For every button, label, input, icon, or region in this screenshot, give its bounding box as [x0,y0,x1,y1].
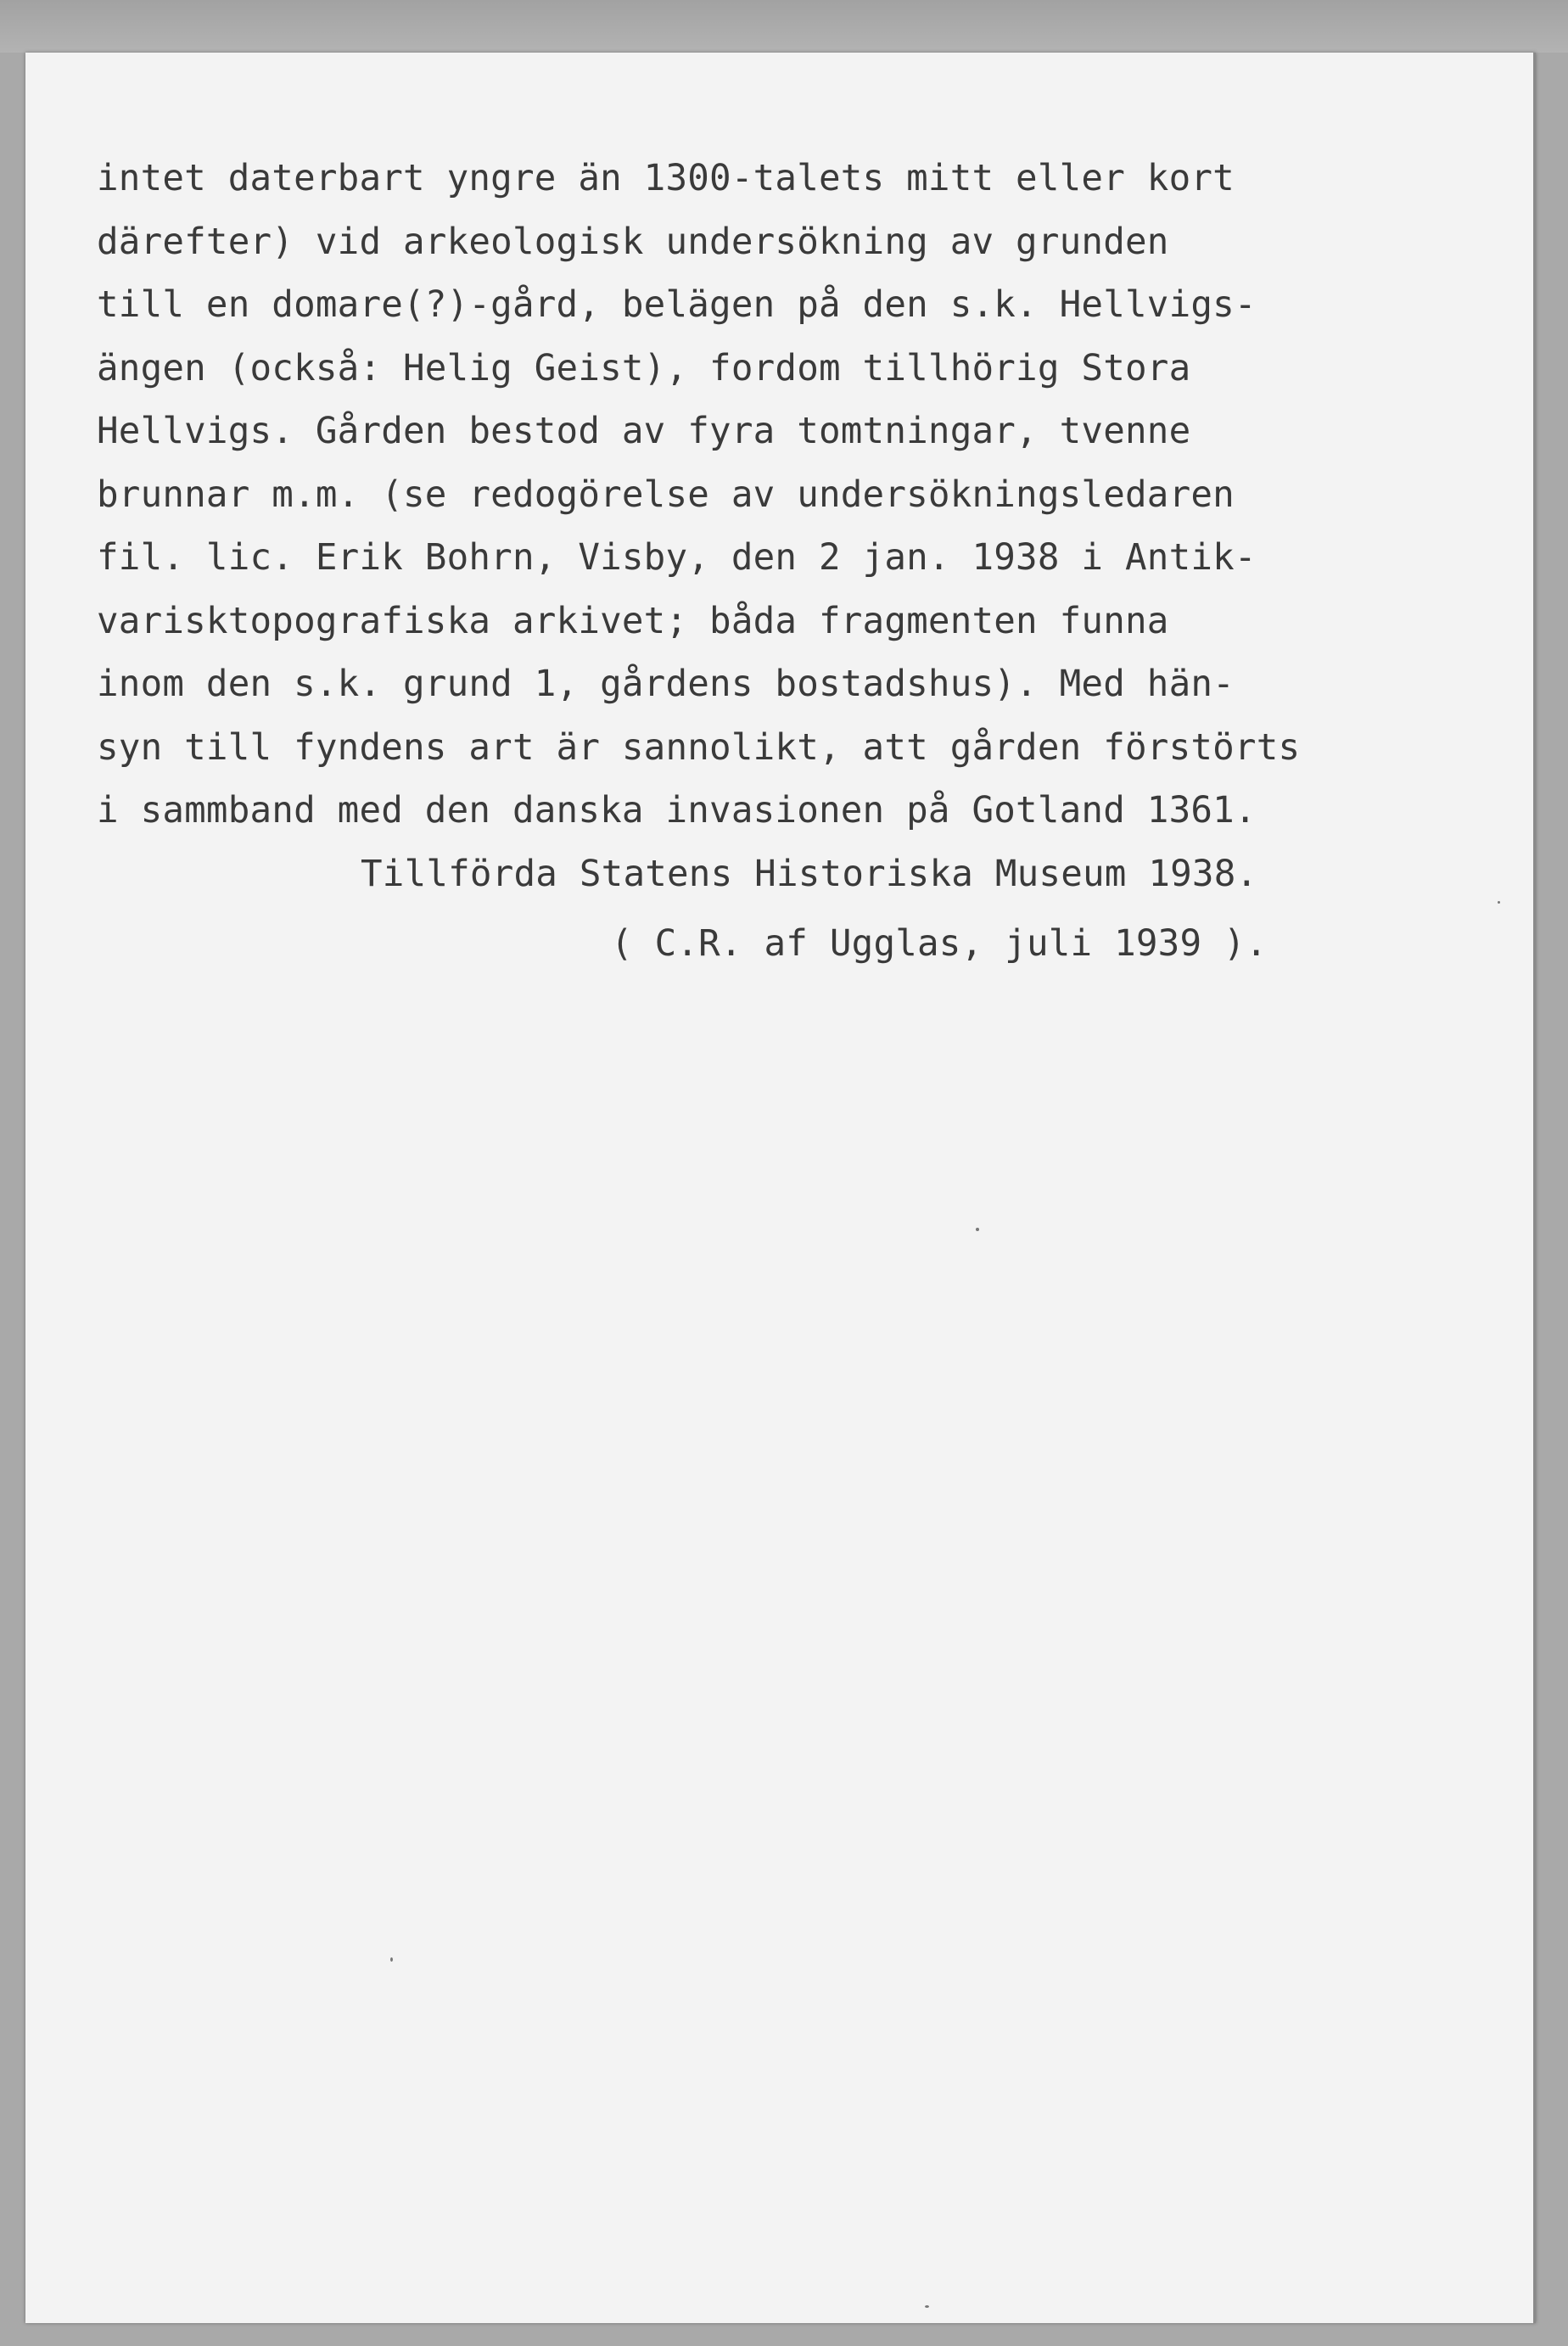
text-line: inom den s.k. grund 1, gårdens bostadshus). Med hän- [97,663,1235,705]
paper-speck [976,1228,979,1231]
index-card [25,53,1536,2323]
text-line: varisktopografiska arkivet; båda fragmenten funna [97,600,1169,642]
text-line: brunnar m.m. (se redogörelse av undersökningsledaren [97,473,1235,516]
text-line: syn till fyndens art är sannolikt, att gården förstörts [97,726,1301,769]
scan-backdrop [0,0,1568,53]
text-line: därefter) vid arkeologisk undersökning av grunden [97,221,1169,263]
text-line: till en domare(?)-gård, belägen på den s.k. Hellvigs- [97,284,1257,326]
text-line: i sammband med den danska invasionen på Gotland 1361. [97,790,1257,831]
text-line: intet daterbart yngre än 1300-talets mitt eller kort [97,158,1235,199]
paper-speck [1498,901,1500,904]
typewritten-text [97,148,1539,977]
text-line: fil. lic. Erik Bohrn, Visby, den 2 jan. 1938 i Antik- [97,537,1257,579]
author-signature: ( C.R. af Ugglas, juli 1939 ). [611,923,1268,965]
text-line: ängen (också: Helig Geist), fordom tillhörig Stora [97,347,1191,389]
text-line: Hellvigs. Gården bestod av fyra tomtningar, tvenne [97,411,1191,452]
paper-speck [925,2305,929,2308]
paper-speck [390,1957,393,1962]
acquisition-note: Tillförda Statens Historiska Museum 1938. [361,853,1258,895]
